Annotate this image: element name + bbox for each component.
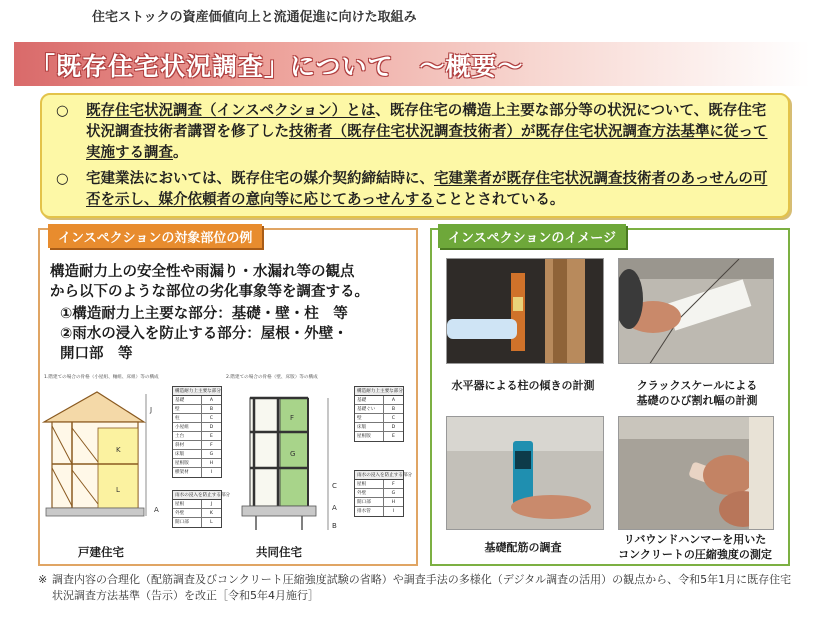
table-cell: I [392,509,395,514]
footnote-mark: ※ [38,573,48,586]
table-row [355,498,403,507]
photo-3-caption: 基礎配筋の調査 [484,541,562,554]
table-cell: A [209,398,213,403]
apartment-structural-table [354,386,404,442]
table-cell: G [391,491,396,496]
table-cell: I [210,470,213,475]
summary-2-a: 宅建業法においては、既存住宅の媒介契約締結時に、 [86,171,434,187]
table-cell: 基礎 [355,396,384,404]
photo-4-caption-line-1: リバウンドハンマーを用いた [623,533,767,546]
footnote-line-2: 状況調査方法基準（告示）を改正［令和5年4月施行］ [52,589,319,602]
item-structural: ①構造耐力上主要な部分：基礎・壁・柱 等 [60,306,348,322]
summary-1-c: 技術者（既存住宅状況調査技術者）が既存住宅状況調査方法基準に従って実施する調査 [86,124,768,161]
table-cell: D [209,425,214,430]
table-cell: 屋根 [173,500,202,508]
photo-2-caption-line-1: クラックスケールによる [636,379,758,392]
table-header: 構造耐力上主要な部分 [175,389,221,394]
bullet-icon: ○ [56,171,69,187]
table-cell: B [391,407,395,412]
table-cell: 開口部 [173,518,202,527]
table-cell: G [209,452,214,457]
svg-text:F: F [290,414,295,422]
table-row [173,500,221,509]
intro-line-2: から以下のような部位の劣化事象等を調査する。 [50,284,369,300]
detached-rainwater-table [172,490,231,528]
table-cell: 柱 [173,414,202,422]
table-row [173,509,221,518]
diagram-2-caption: 2.階建ての場合の骨格（壁、床版）等の構成 [226,375,318,380]
table-cell: E [391,434,395,439]
table-cell: 屋根版 [173,459,202,467]
table-cell: L [210,520,213,525]
svg-text:A: A [332,504,337,512]
svg-text:L: L [116,486,120,494]
svg-text:C: C [332,482,337,490]
detached-house-label: 戸建住宅 [78,545,124,559]
svg-text:B: B [332,522,337,530]
table-cell: B [209,407,213,412]
table-row [173,441,221,450]
table-row [173,405,221,414]
table-row [173,396,221,405]
table-cell: F [392,482,395,487]
table-cell: 基礎 [173,396,202,404]
table-row [355,414,403,423]
summary-1-b: 、既存住宅の構造上主要な部分等の状況について、既存住宅状況調査技術者講習を修了した [86,103,767,140]
table-cell: F [210,443,213,448]
intro-line-1: 構造耐力上の安全性や雨漏り・水漏れ等の観点 [50,264,355,280]
table-row [355,423,403,432]
photo-rebound-hammer [618,416,774,530]
photo-level-pillar [446,258,604,364]
photo-4-caption-line-2: コンクリートの圧縮強度の測定 [618,548,772,561]
apartment-rainwater-table [354,470,413,517]
intro-text [50,262,369,302]
photo-rebar-survey [446,416,604,530]
summary-2-b: 宅建業者が既存住宅状況調査技術者のあっせんの可否を示し、媒介依頼者の意向等に応じてあっせんする [86,171,768,208]
table-row [355,432,403,441]
table-header: 構造耐力上主要な部分 [357,389,403,394]
table-cell: 斜材 [173,441,202,449]
table-cell: 外壁 [173,509,202,517]
apartment-diagram [228,384,348,534]
table-cell: H [391,500,396,505]
table-row [173,468,221,477]
table-header: 雨水の浸入を防止する部分 [357,473,413,478]
table-cell: 床版 [355,423,384,431]
summary-1-d: 。 [173,145,188,161]
table-cell: C [209,416,213,421]
photo-1-caption: 水平器による柱の傾きの計測 [451,379,595,392]
photo-2-caption-line-2: 基礎のひび割れ幅の計測 [636,394,758,407]
item-rainwater-cont: 開口部 等 [60,346,133,362]
footnote-line-1: 調査内容の合理化（配筋調査及びコンクリート圧縮強度試験の省略）や調査手法の多様化（デジタル調査の活用）の観点から、令和5年1月に既存住宅 [52,573,792,586]
photo-4-caption [610,532,780,562]
table-row [173,518,221,527]
table-cell: 排水管 [355,507,384,516]
detached-structural-table [172,386,222,478]
table-cell: 床版 [173,450,202,458]
summary-paragraph-1 [56,101,776,164]
detached-house-diagram [42,384,172,534]
inspection-image-tab: インスペクションのイメージ [438,224,626,248]
summary-paragraph-2 [56,169,776,211]
summary-1-a: 既存住宅状況調査（インスペクション）とは [86,103,376,119]
table-cell: 屋根版 [355,432,384,441]
diagram-1-caption: 1.階建ての場合の骨格（小屋組、軸組、床組）等の構成 [44,375,159,380]
item-rainwater: ②雨水の浸入を防止する部分：屋根・外壁・ [60,326,348,342]
table-cell: A [391,398,395,403]
bullet-icon: ○ [56,103,69,119]
table-cell: K [209,511,213,516]
table-cell: 横架材 [173,468,202,477]
table-row [173,450,221,459]
header-line: 住宅ストックの資産価値向上と流通促進に向けた取組み [92,10,417,25]
table-cell: 壁 [355,414,384,422]
table-row [173,459,221,468]
svg-text:K: K [116,446,121,454]
table-row [355,489,403,498]
table-cell: D [391,425,396,430]
svg-text:J: J [150,406,153,414]
table-row [173,414,221,423]
svg-text:G: G [290,450,296,458]
table-cell: J [210,502,213,507]
table-cell: 壁 [173,405,202,413]
table-cell: 外壁 [355,489,384,497]
table-cell: 土台 [173,432,202,440]
summary-box [40,93,790,218]
page-title: 「既存住宅状況調査」について ～概要～ [30,52,524,81]
table-cell: C [391,416,395,421]
table-header: 雨水の浸入を防止する部分 [175,493,231,498]
table-row [173,432,221,441]
table-row [355,507,403,516]
table-row [355,480,403,489]
table-row [173,423,221,432]
svg-text:A: A [154,506,159,514]
table-cell: 小屋組 [173,423,202,431]
table-row [355,396,403,405]
table-cell: 基礎ぐい [355,405,384,413]
photo-crack-scale [618,258,774,364]
photo-2-caption [612,378,782,408]
table-cell: E [209,434,213,439]
summary-2-c: こととされている。 [433,192,565,208]
apartment-label: 共同住宅 [256,545,302,559]
inspection-parts-tab: インスペクションの対象部位の例 [48,224,262,248]
footnote [38,572,798,604]
table-cell: 開口部 [355,498,384,506]
table-cell: H [209,461,214,466]
table-cell: 屋根 [355,480,384,488]
table-row [355,405,403,414]
